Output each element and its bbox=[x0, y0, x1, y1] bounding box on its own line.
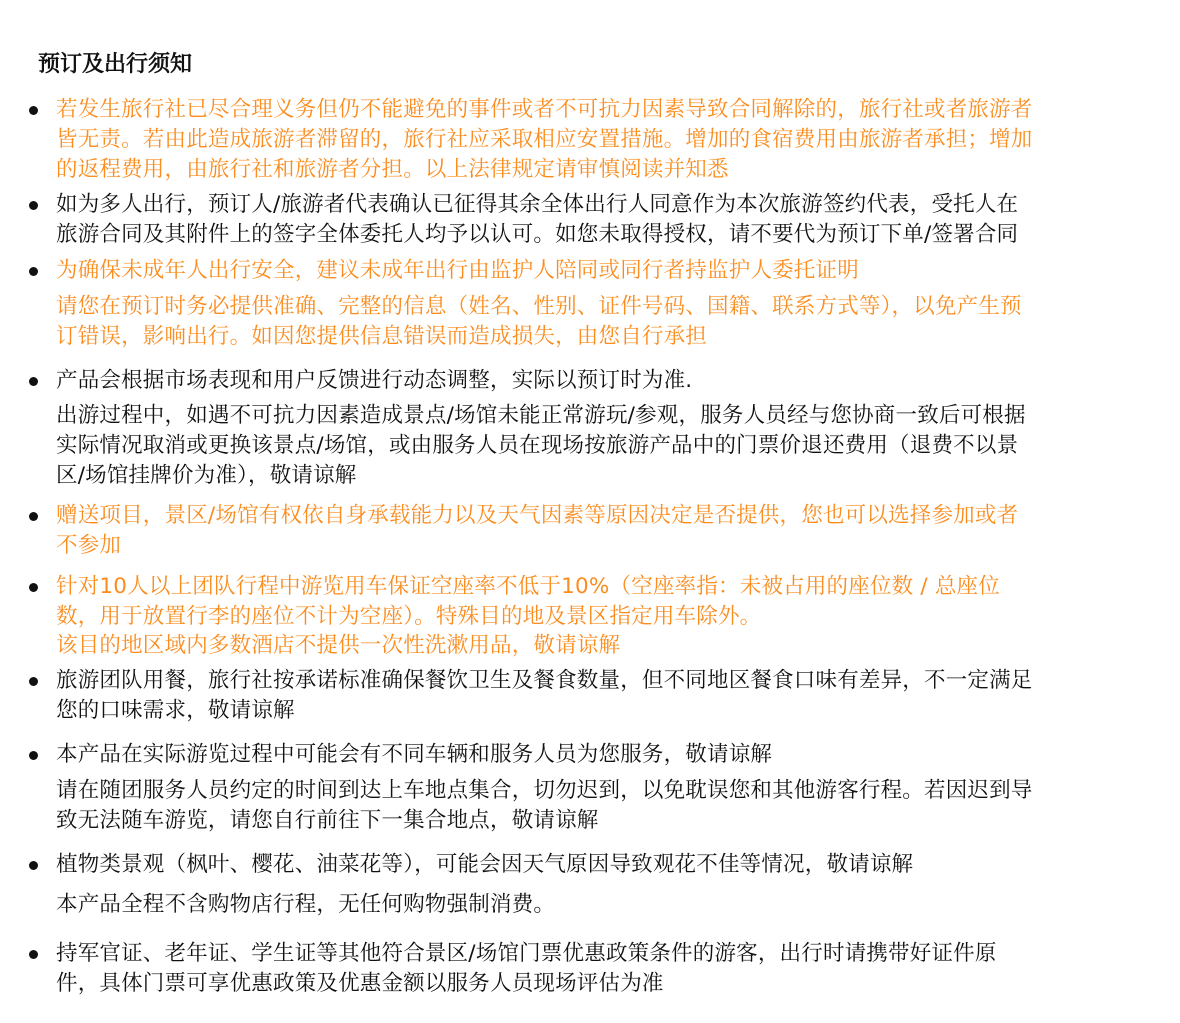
notice-line: 请在随团服务人员约定的时间到达上车地点集合，切勿迟到，以免耽误您和其他游客行程。若因迟到导 bbox=[56, 778, 1033, 803]
bullet-dot bbox=[29, 512, 38, 521]
notice-line: 植物类景观（枫叶、樱花、油菜花等），可能会因天气原因导致观花不佳等情况，敬请谅解 bbox=[56, 852, 914, 877]
notice-item-vehicles-staff bbox=[56, 740, 1140, 770]
notice-line: 数，用于放置行李的座位不计为空座）。特殊目的地及景区指定用车除外。 bbox=[56, 604, 762, 629]
notice-item-group-meals bbox=[56, 666, 1140, 726]
notice-item-discount-certificates bbox=[56, 939, 1140, 999]
notice-line: 持军官证、老年证、学生证等其他符合景区/场馆门票优惠政策条件的游客，出行时请携带好证件原 bbox=[56, 941, 997, 966]
notice-item-accurate-info bbox=[56, 292, 1140, 352]
notice-line: 实际情况取消或更换该景点/场馆，或由服务人员在现场按旅游产品中的门票价退还费用（退费不以景 bbox=[56, 433, 1019, 458]
notice-line: 该目的地区域内多数酒店不提供一次性洗漱用品，敬请谅解 bbox=[56, 633, 621, 658]
section-title: 预订及出行须知 bbox=[38, 52, 193, 77]
bullet-dot bbox=[29, 267, 38, 276]
notice-line: 如为多人出行，预订人/旅游者代表确认已征得其余全体出行人同意作为本次旅游签约代表，受托人在 bbox=[56, 192, 1019, 217]
notice-line: 针对10人以上团队行程中游览用车保证空座率不低于10%（空座率指：未被占用的座位数 / 总座位 bbox=[56, 574, 1000, 599]
notice-line: 产品会根据市场表现和用户反馈进行动态调整，实际以预订时为准. bbox=[56, 368, 693, 393]
notice-line: 不参加 bbox=[56, 533, 122, 558]
notice-line: 致无法随车游览，请您自行前往下一集合地点，敬请谅解 bbox=[56, 808, 599, 833]
bullet-dot bbox=[29, 377, 38, 386]
notice-line: 旅游合同及其附件上的签字全体委托人均予以认可。如您未取得授权，请不要代为预订下单/签署合同 bbox=[56, 222, 1019, 247]
notice-line: 件，具体门票可享优惠政策及优惠金额以服务人员现场评估为准 bbox=[56, 971, 664, 996]
bullet-dot bbox=[29, 861, 38, 870]
notice-line: 旅游团队用餐，旅行社按承诺标准确保餐饮卫生及餐食数量，但不同地区餐食口味有差异，不一定满足 bbox=[56, 668, 1033, 693]
bullet-dot bbox=[29, 583, 38, 592]
notice-item-force-majeure bbox=[56, 401, 1140, 491]
notice-line: 皆无责。若由此造成旅游者滞留的，旅行社应采取相应安置措施。增加的食宿费用由旅游者承担；增加 bbox=[56, 127, 1033, 152]
notice-line: 区/场馆挂牌价为准），敬请谅解 bbox=[56, 463, 357, 488]
notice-item-toiletries bbox=[56, 631, 1140, 661]
bullet-dot bbox=[29, 950, 38, 959]
notice-line: 为确保未成年人出行安全，建议未成年出行由监护人陪同或同行者持监护人委托证明 bbox=[56, 258, 859, 283]
notice-item-minor-safety bbox=[56, 256, 1140, 286]
notice-line: 的返程费用，由旅行社和旅游者分担。以上法律规定请审慎阅读并知悉 bbox=[56, 157, 729, 182]
notice-line: 本产品在实际游览过程中可能会有不同车辆和服务人员为您服务，敬请谅解 bbox=[56, 742, 773, 767]
notice-item-punctuality bbox=[56, 776, 1140, 836]
notice-line: 出游过程中，如遇不可抗力因素造成景点/场馆未能正常游玩/参观，服务人员经与您协商一致后可根据 bbox=[56, 403, 1026, 428]
notice-item-liability bbox=[56, 95, 1140, 185]
notice-line: 您的口味需求，敬请谅解 bbox=[56, 698, 295, 723]
notice-item-vehicle-occupancy bbox=[56, 572, 1140, 632]
notice-line: 赠送项目，景区/场馆有权依自身承载能力以及天气因素等原因决定是否提供，您也可以选择参加或者 bbox=[56, 503, 1019, 528]
bullet-dot bbox=[29, 106, 38, 115]
notice-line: 本产品全程不含购物店行程，无任何购物强制消费。 bbox=[56, 892, 556, 917]
notice-item-complimentary bbox=[56, 501, 1140, 561]
notice-line: 若发生旅行社已尽合理义务但仍不能避免的事件或者不可抗力因素导致合同解除的，旅行社或者旅游者 bbox=[56, 97, 1033, 122]
bullet-dot bbox=[29, 677, 38, 686]
bullet-dot bbox=[29, 751, 38, 760]
notice-item-dynamic-adjustment bbox=[56, 366, 1140, 396]
notice-item-plant-scenery bbox=[56, 850, 1140, 880]
notice-item-group-representative bbox=[56, 190, 1140, 250]
notice-line: 订错误，影响出行。如因您提供信息错误而造成损失，由您自行承担 bbox=[56, 324, 708, 349]
notice-line: 请您在预订时务必提供准确、完整的信息（姓名、性别、证件号码、国籍、联系方式等），以免产生预 bbox=[56, 294, 1022, 319]
bullet-dot bbox=[29, 201, 38, 210]
notice-item-no-shopping bbox=[56, 890, 1140, 920]
